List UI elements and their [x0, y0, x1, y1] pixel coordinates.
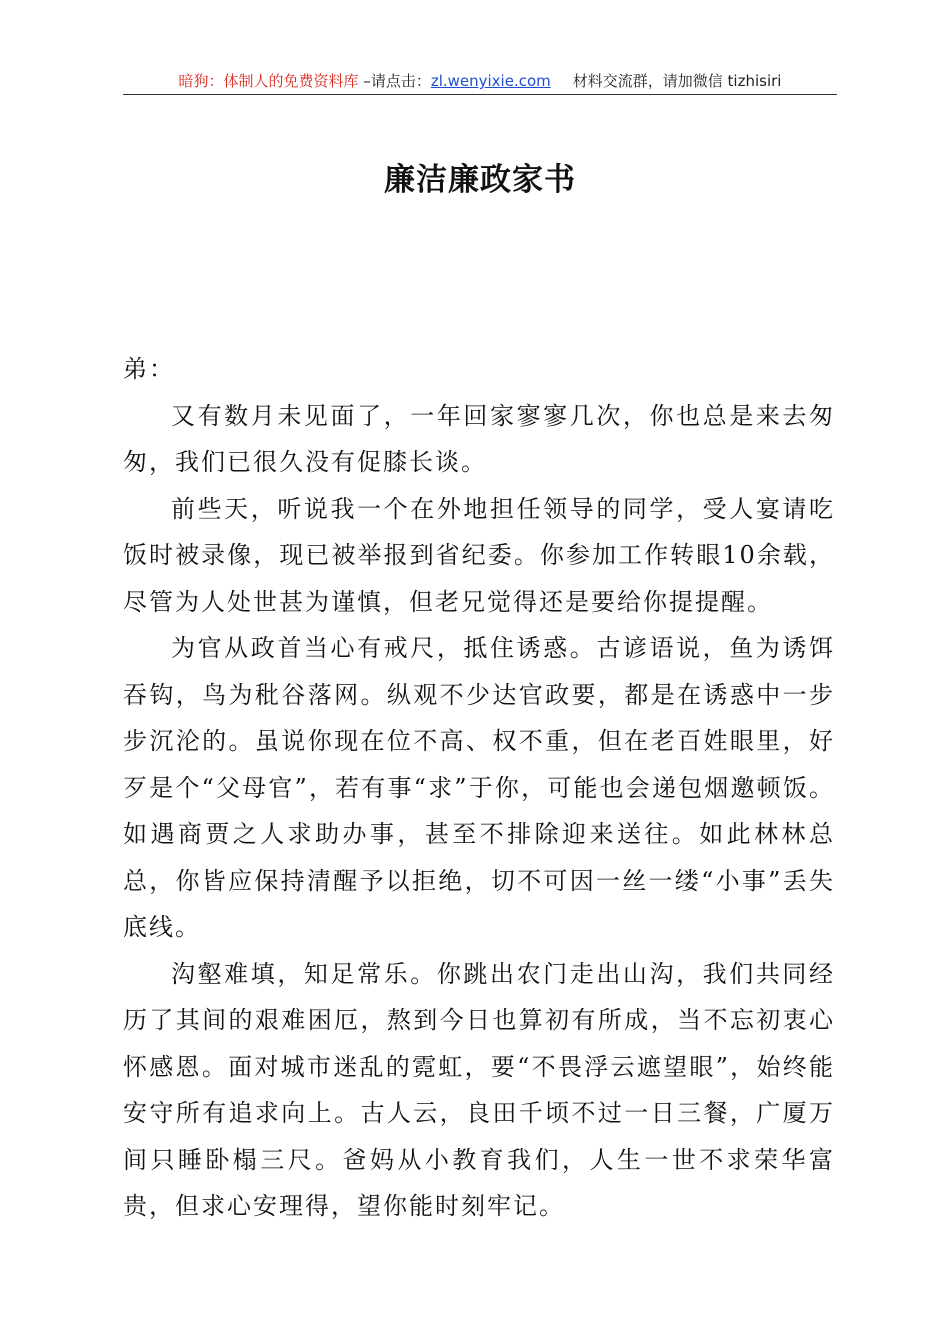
letter-salutation: 弟： [123, 355, 175, 383]
document-title: 廉洁廉政家书 [384, 162, 576, 198]
letter-paragraph-1: 又有数月未见面了，一年回家寥寥几次，你也总是来去匆匆，我们已很久没有促膝长谈。 [123, 401, 835, 476]
letter-paragraph-2: 前些天，听说我一个在外地担任领导的同学，受人宴请吃饭时被录像，现已被举报到省纪委。你参加工作转眼10余载，尽管为人处世甚为谨慎，但老兄觉得还是要给你提提醒。 [123, 494, 835, 616]
letter-paragraph-3: 为官从政首当心有戒尺，抵住诱惑。古谚语说，鱼为诱饵吞钩，鸟为秕谷落网。纵观不少达官政要，都是在诱惑中一步步沉沦的。虽说你现在位不高、权不重，但在老百姓眼里，好歹是个“父母官”，若有事“求”于你，可能也会递包烟邀顿饭。如遇商贾之人求助办事，甚至不排除迎来送往。如此林林总总，你皆应保持清醒予以拒绝，切不可因一丝一缕“小事”丢失底线。 [123, 634, 835, 941]
letter-body [123, 346, 835, 1230]
header-website-link[interactable]: zl.wenyixie.com [430, 72, 551, 90]
page-header [123, 70, 837, 92]
header-contact-text: 材料交流群，请加微信 tizhisiri [572, 72, 782, 90]
header-divider [123, 94, 837, 95]
header-brand-text: 暗狗：体制人的免费资料库 [178, 72, 359, 90]
letter-paragraph-4: 沟壑难填，知足常乐。你跳出农门走出山沟，我们共同经历了其间的艰难困厄，熬到今日也算初有所成，当不忘初衷心怀感恩。面对城市迷乱的霓虹，要“不畏浮云遮望眼”，始终能安守所有追求向上。古人云，良田千顷不过一日三餐，广厦万间只睡卧榻三尺。爸妈从小教育我们，人生一世不求荣华富贵，但求心安理得，望你能时刻牢记。 [123, 959, 835, 1220]
header-prompt-text: –请点击： [358, 72, 431, 90]
